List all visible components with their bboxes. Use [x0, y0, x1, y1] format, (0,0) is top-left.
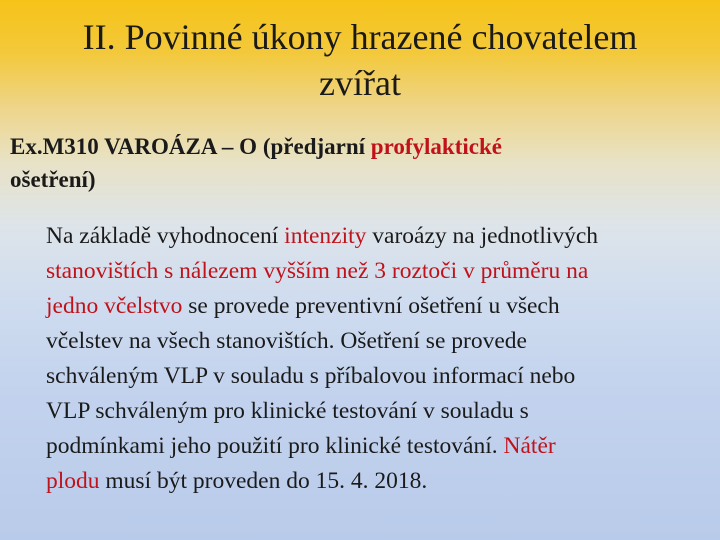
section-heading-highlight: profylaktické: [370, 134, 502, 159]
body-paragraph: [46, 219, 714, 499]
body-highlight-sites: stanovištích s nálezem vyšším než 3 roztoči v průměru na: [46, 258, 589, 284]
slide-title-line-2: zvířat: [319, 63, 401, 103]
slide-title-line-1: II. Povinné úkony hrazené chovatelem: [82, 17, 638, 57]
body-text-5: schváleným VLP v souladu s příbalovou informací nebo: [46, 363, 576, 389]
body-text-1: Na základě vyhodnocení: [46, 223, 285, 249]
body-highlight-brood: plodu: [46, 468, 100, 494]
section-heading-text-end: ošetření): [10, 167, 96, 192]
section-heading: [10, 130, 650, 196]
body-text-3: se provede preventivní ošetření u všech: [182, 293, 560, 319]
body-highlight-intensity: intenzity: [284, 223, 367, 249]
body-text-8: musí být proveden do 15. 4. 2018.: [99, 468, 428, 494]
body-text-2: varoázy na jednotlivých: [366, 223, 599, 249]
body-text-7: podmínkami jeho použití pro klinické testování.: [46, 433, 504, 459]
body-text-6: VLP schváleným pro klinické testování v souladu s: [46, 398, 529, 424]
section-heading-text: Ex.M310 VAROÁZA – O (předjarní: [10, 134, 371, 159]
body-text-4: včelstev na všech stanovištích. Ošetření se provede: [46, 328, 527, 354]
body-highlight-colony: jedno včelstvo: [46, 293, 183, 319]
slide-title: [0, 14, 720, 106]
body-highlight-coating: Nátěr: [503, 433, 556, 459]
